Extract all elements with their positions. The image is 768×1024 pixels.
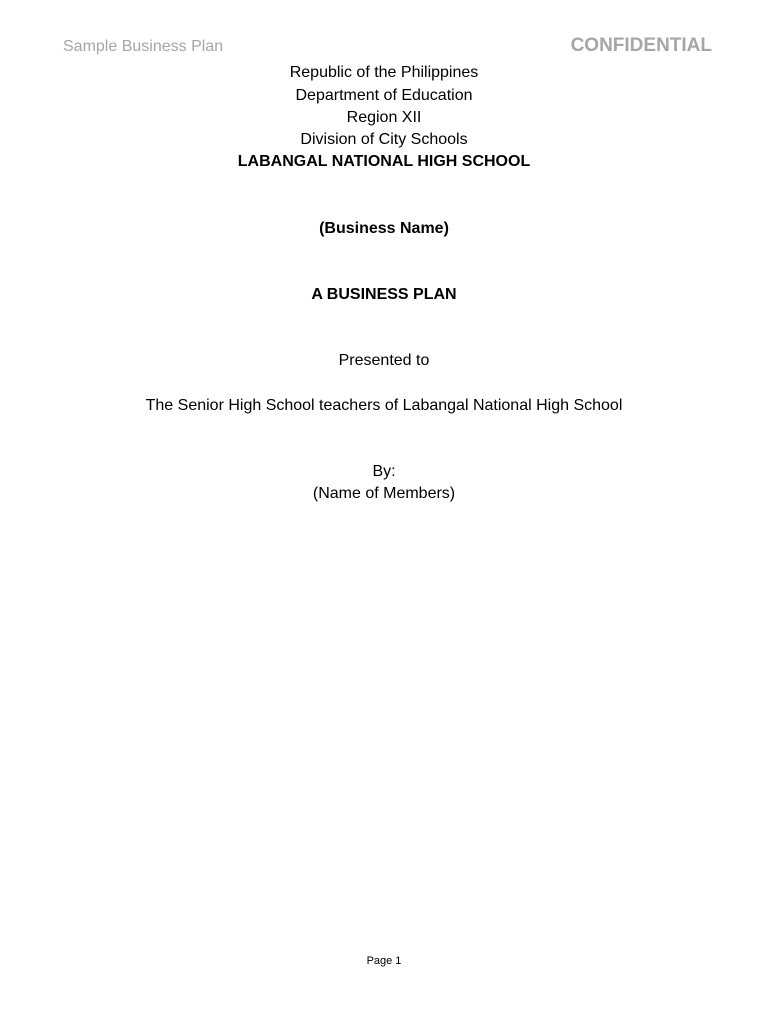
members-placeholder: (Name of Members)	[312, 485, 456, 502]
document-title: A BUSINESS PLAN	[311, 286, 457, 303]
presented-to: Presented to	[338, 352, 430, 369]
department-line: Department of Education	[295, 87, 473, 104]
audience-line: The Senior High School teachers of Labangal National High School	[145, 397, 623, 414]
division-line: Division of City Schools	[300, 131, 468, 148]
republic-line: Republic of the Philippines	[289, 64, 479, 81]
by-label: By:	[372, 463, 396, 480]
business-name: (Business Name)	[319, 220, 449, 237]
header-title: Sample Business Plan	[63, 38, 224, 55]
region-line: Region XII	[346, 109, 422, 126]
confidential-label: CONFIDENTIAL	[570, 35, 712, 56]
school-name: LABANGAL NATIONAL HIGH SCHOOL	[237, 153, 531, 170]
page-number: Page 1	[366, 955, 402, 967]
